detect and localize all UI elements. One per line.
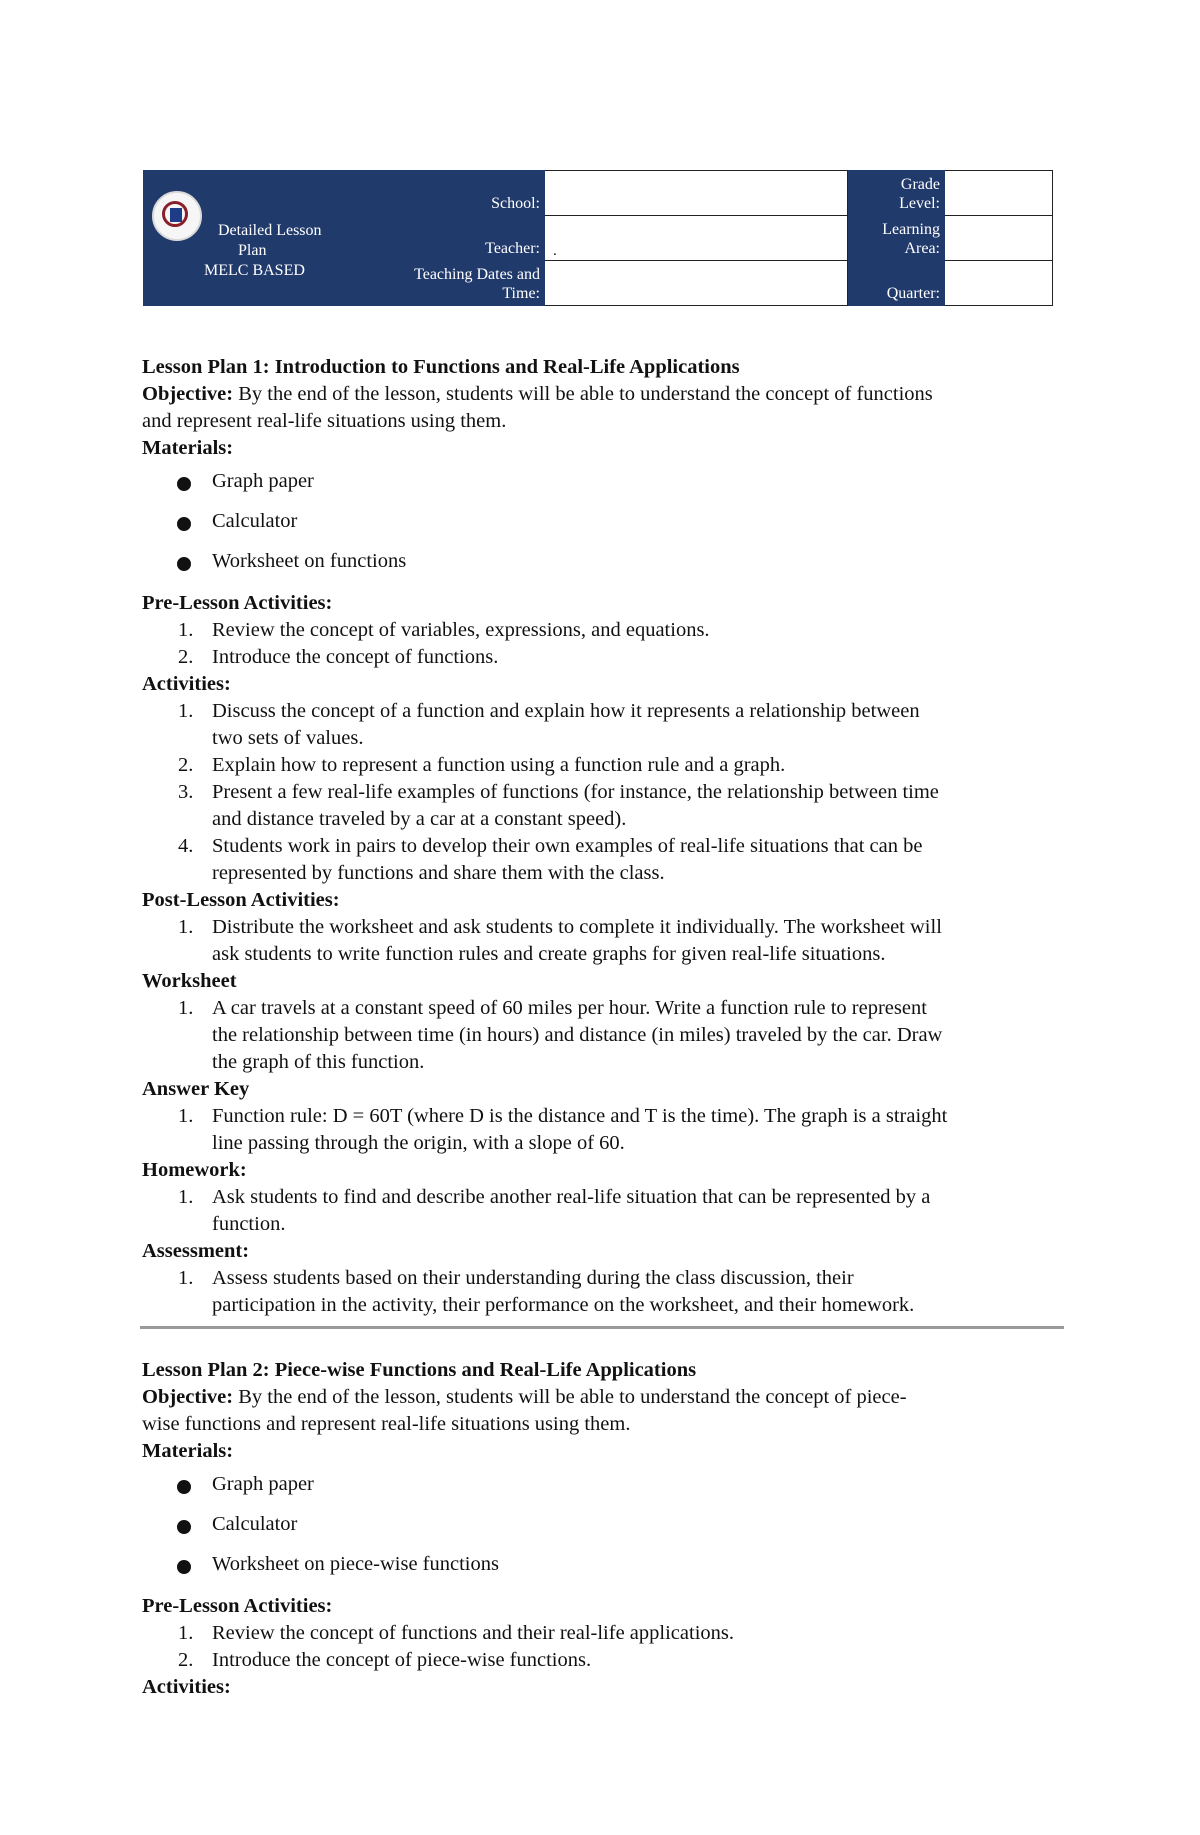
objective-text: By the end of the lesson, students will be able to understand the concept of functions xyxy=(233,383,933,405)
teacher-field[interactable]: . xyxy=(545,216,848,261)
item-text-line: Ask students to find and describe another real-life situation that can be represented by a xyxy=(212,1186,931,1208)
item-number: 1. xyxy=(178,1267,194,1289)
pre-lesson-heading: Pre-Lesson Activities: xyxy=(142,592,333,614)
material-item: Worksheet on functions xyxy=(142,548,1064,588)
assessment-list xyxy=(142,1265,1064,1319)
objective xyxy=(142,1384,1064,1438)
brand-line: Plan xyxy=(238,242,267,259)
homework-heading: Homework: xyxy=(142,1159,247,1181)
header-table xyxy=(143,170,1053,306)
teaching-dates-field[interactable] xyxy=(545,261,848,306)
item-text-line: A car travels at a constant speed of 60 miles per hour. Write a function rule to represent xyxy=(212,997,927,1019)
list-item xyxy=(142,644,1064,671)
material-item: Calculator xyxy=(142,508,1064,548)
list-item xyxy=(142,833,1064,887)
item-text-line: participation in the activity, their performance on the worksheet, and their homework. xyxy=(212,1294,915,1316)
item-number: 1. xyxy=(178,1105,194,1127)
lesson-title: Lesson Plan 2: Piece-wise Functions and Real-Life Applications xyxy=(142,1359,697,1381)
learning-area-field[interactable] xyxy=(945,216,1053,261)
objective-label: Objective: xyxy=(142,1386,234,1408)
item-number: 1. xyxy=(178,1186,194,1208)
list-item xyxy=(142,914,1064,968)
list-item xyxy=(142,698,1064,752)
item-text-line: Present a few real-life examples of functions (for instance, the relationship between time xyxy=(212,781,939,803)
item-text-line: Explain how to represent a function using a function rule and a graph. xyxy=(212,754,786,776)
list-item xyxy=(142,752,1064,779)
item-number: 1. xyxy=(178,997,194,1019)
item-text-line: Students work in pairs to develop their own examples of real-life situations that can be xyxy=(212,835,923,857)
quarter-label: Quarter: xyxy=(848,261,945,306)
label-line: Time: xyxy=(502,285,540,302)
school-label: School: xyxy=(368,171,545,216)
item-text-line: Review the concept of variables, expressions, and equations. xyxy=(212,619,710,641)
item-text-line: the relationship between time (in hours) and distance (in miles) traveled by the car. Draw xyxy=(212,1024,943,1046)
brand-line: Detailed Lesson xyxy=(218,222,322,239)
school-field[interactable] xyxy=(545,171,848,216)
material-item: Calculator xyxy=(142,1511,1064,1551)
item-text-line: line passing through the origin, with a slope of 60. xyxy=(212,1132,625,1154)
quarter-field[interactable] xyxy=(945,261,1053,306)
post-lesson-heading: Post-Lesson Activities: xyxy=(142,889,340,911)
label-line: Area: xyxy=(904,240,940,257)
label-line: Level: xyxy=(899,195,940,212)
item-text-line: Introduce the concept of piece-wise functions. xyxy=(212,1649,592,1671)
post-lesson-list xyxy=(142,914,1064,968)
grade-level-field[interactable] xyxy=(945,171,1053,216)
item-text-line: and distance traveled by a car at a constant speed). xyxy=(212,808,627,830)
item-text-line: Function rule: D = 60T (where D is the distance and T is the time). The graph is a straight xyxy=(212,1105,948,1127)
section-divider xyxy=(140,1326,1064,1329)
answer-key-list xyxy=(142,1103,1064,1157)
learning-area-label xyxy=(848,216,945,261)
assessment-heading: Assessment: xyxy=(142,1240,250,1262)
materials-heading: Materials: xyxy=(142,1440,234,1462)
materials-list xyxy=(142,468,1064,588)
item-text-line: function. xyxy=(212,1213,286,1235)
item-text-line: Discuss the concept of a function and explain how it represents a relationship between xyxy=(212,700,920,722)
pre-lesson-list xyxy=(142,617,1064,671)
objective-text: and represent real-life situations using them. xyxy=(142,410,507,432)
item-number: 4. xyxy=(178,835,194,857)
materials-heading: Materials: xyxy=(142,437,234,459)
brand-cell xyxy=(144,171,368,306)
teaching-dates-label xyxy=(368,261,545,306)
lesson-title: Lesson Plan 1: Introduction to Functions and Real-Life Applications xyxy=(142,356,740,378)
objective-label: Objective: xyxy=(142,383,234,405)
label-line: Learning xyxy=(882,221,940,238)
item-number: 2. xyxy=(178,646,194,668)
label-line: Grade xyxy=(900,176,940,193)
pre-lesson-list xyxy=(142,1620,1064,1674)
item-text-line: the graph of this function. xyxy=(212,1051,425,1073)
list-item xyxy=(142,1620,1064,1647)
teacher-label: Teacher: xyxy=(368,216,545,261)
list-item xyxy=(142,1265,1064,1319)
item-number: 1. xyxy=(178,700,194,722)
materials-list xyxy=(142,1471,1064,1591)
item-number: 1. xyxy=(178,1622,194,1644)
answer-key-heading: Answer Key xyxy=(142,1078,250,1100)
label-line: Teaching Dates and xyxy=(414,266,540,283)
list-item xyxy=(142,617,1064,644)
item-text-line: ask students to write function rules and create graphs for given real-life situations. xyxy=(212,943,886,965)
deped-seal-icon xyxy=(152,191,202,241)
list-item xyxy=(142,1103,1064,1157)
pre-lesson-heading: Pre-Lesson Activities: xyxy=(142,1595,333,1617)
item-text-line: Review the concept of functions and their real-life applications. xyxy=(212,1622,734,1644)
item-number: 2. xyxy=(178,1649,194,1671)
item-text-line: two sets of values. xyxy=(212,727,364,749)
objective xyxy=(142,381,1064,435)
brand-line: MELC BASED xyxy=(204,262,305,279)
item-text-line: Distribute the worksheet and ask students to complete it individually. The worksheet will xyxy=(212,916,942,938)
item-number: 1. xyxy=(178,619,194,641)
item-text-line: represented by functions and share them with the class. xyxy=(212,862,665,884)
material-item: Worksheet on piece-wise functions xyxy=(142,1551,1064,1591)
item-number: 2. xyxy=(178,754,194,776)
item-number: 1. xyxy=(178,916,194,938)
list-item xyxy=(142,779,1064,833)
list-item xyxy=(142,1184,1064,1238)
lesson-content xyxy=(142,354,1064,1701)
grade-level-label xyxy=(848,171,945,216)
item-text-line: Assess students based on their understanding during the class discussion, their xyxy=(212,1267,854,1289)
activities-list xyxy=(142,698,1064,887)
activities-heading: Activities: xyxy=(142,1676,231,1698)
item-text-line: Introduce the concept of functions. xyxy=(212,646,499,668)
item-number: 3. xyxy=(178,781,194,803)
activities-heading: Activities: xyxy=(142,673,231,695)
material-item: Graph paper xyxy=(142,468,1064,508)
worksheet-heading: Worksheet xyxy=(142,970,237,992)
worksheet-list xyxy=(142,995,1064,1076)
objective-text: wise functions and represent real-life situations using them. xyxy=(142,1413,631,1435)
material-item: Graph paper xyxy=(142,1471,1064,1511)
objective-text: By the end of the lesson, students will be able to understand the concept of piece- xyxy=(233,1386,907,1408)
list-item xyxy=(142,1647,1064,1674)
homework-list xyxy=(142,1184,1064,1238)
list-item xyxy=(142,995,1064,1076)
brand-text xyxy=(204,221,359,281)
